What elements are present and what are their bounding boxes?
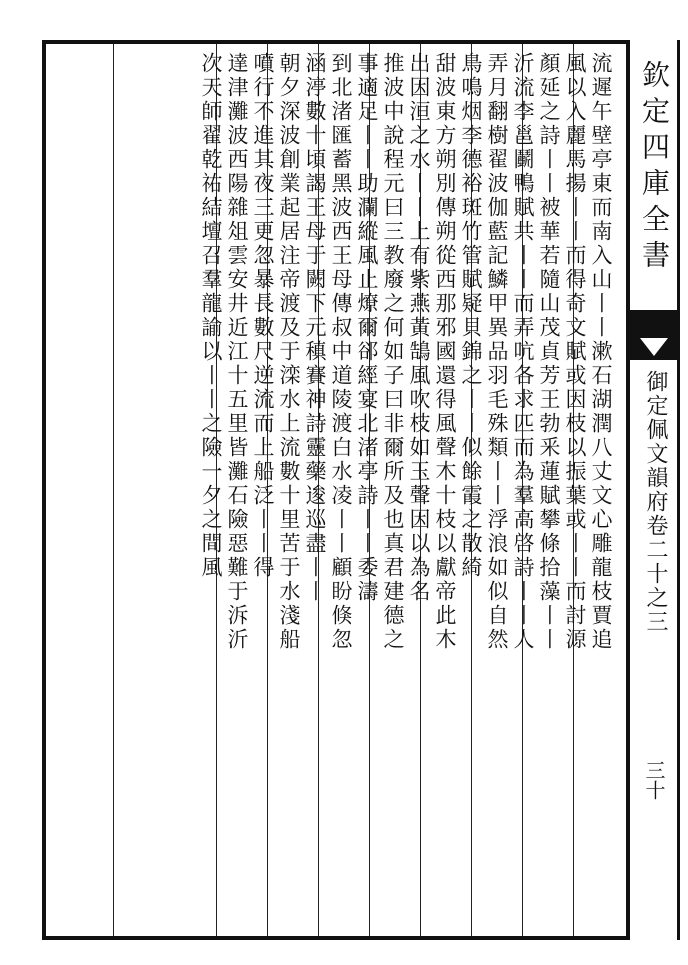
text-column-10: 事適足丨丨助瀾縱風止燎爾郤經宴北渚亭詩丨丨委濤: [355, 52, 379, 604]
book-title: 欽定四庫全書: [638, 60, 671, 276]
text-column-14: 噴行不進其夜三更忽暴長數尺逆流而上船泛丨丨得: [251, 52, 275, 580]
text-column-4: 沂流李邕鬬鴨賦共丨丨而弄吭各求匹而為羣高啓詩丨丨人: [511, 52, 535, 652]
page-number: 三十: [642, 760, 666, 800]
text-column-16: 次天師翟乾祐結壇召羣龍諭以丨丨之險一夕之間風: [199, 52, 223, 580]
text-column-3: 顏延之詩丨丨被華若隨山茂貞芳王勃釆蓮賦攀條拾藻丨丨: [537, 52, 561, 652]
fishtail-mark: [630, 310, 678, 360]
text-column-6: 鳥鳴烟李德裕斑竹管賦疑貝錦之丨丨似餘霞之散綺: [459, 52, 483, 580]
text-column-13: 朝夕深波創業起居注帝渡及于滦水上流數十里苦于水淺船: [277, 52, 301, 652]
text-column-1: 流遲午壁亭東而南入山丨丨漱石湖潤八丈文心雕龍枝賈追: [589, 52, 613, 652]
margin-header: [630, 40, 680, 940]
text-column-8: 出因洹之水丨丨上有紫燕黃鵠風吹枝如玉聲因以為名: [407, 52, 431, 604]
volume-label: 御定佩文韻府卷二十之三: [643, 370, 668, 634]
text-column-5: 弄月翻樹翟波伽藍記鱗甲異品羽毛殊類丨丨浮浪如似自然: [485, 52, 509, 652]
text-column-12: 涵渟數十頃謁王母于闕下元稹賽神詩靈藥逡巡盡丨丨: [303, 52, 327, 604]
text-column-9: 推波中說程元曰三教廢之何如子曰非爾所及也真君建德之: [381, 52, 405, 652]
text-column-11: 到北渚匯蓄黑波西王母傳叔中道陵渡白水凌丨丨顧盼倏忽: [329, 52, 353, 652]
text-column-2: 風以入麗馬揚丨丨而得奇文賦或因枝以振葉或丨丨而討源: [563, 52, 587, 652]
text-column-7: 甜波東方朔別傳朔從西那邪國還得風聲木十枝以獻帝此木: [433, 52, 457, 652]
text-column-15: 達津灘波西陽雜俎雲安井近江十五里皆灘石險惡難于泝沂: [225, 52, 249, 652]
